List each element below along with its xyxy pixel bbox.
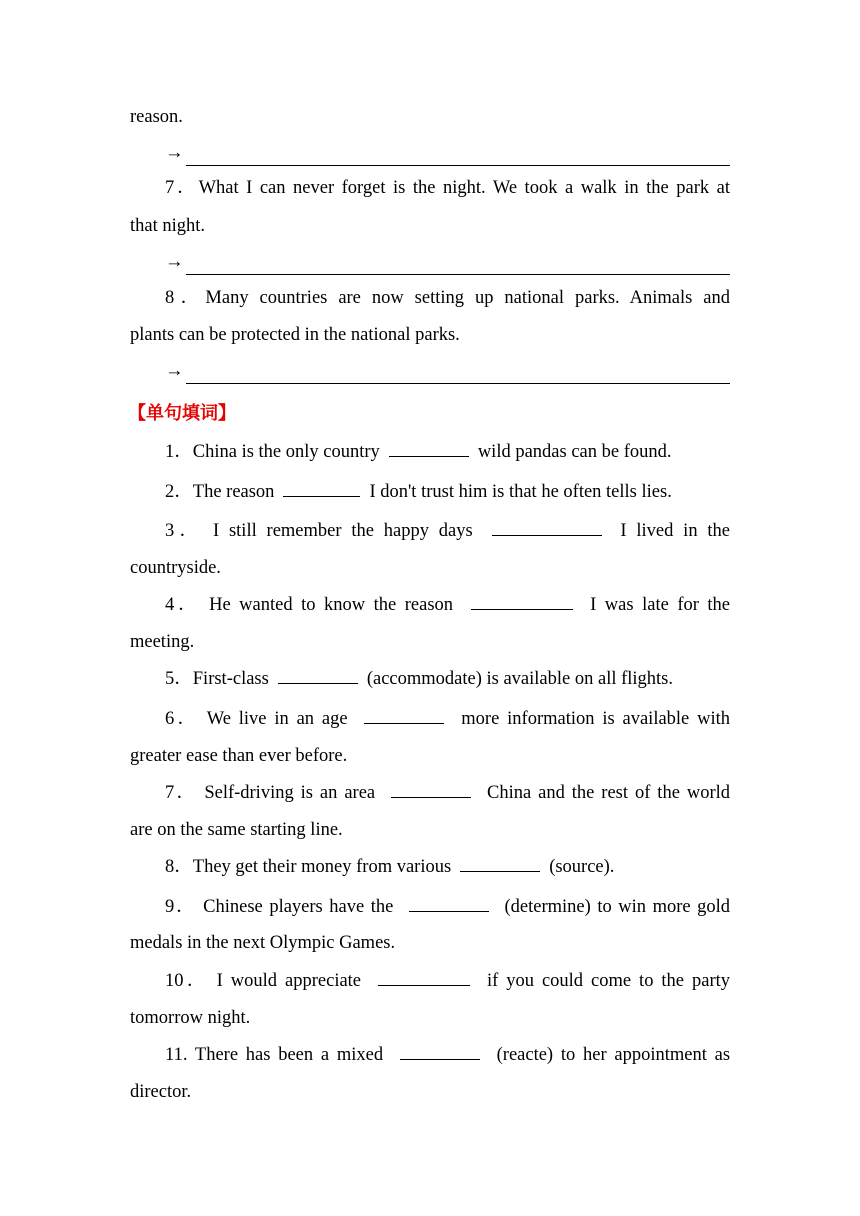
fill-item-7: 7． Self-driving is an area China and the rest of the world xyxy=(165,779,730,806)
fill-item-3: 3． I still remember the happy days I lived in the xyxy=(165,517,730,544)
fill-item-3-cont: countryside. xyxy=(130,558,221,578)
fill-item-5: 5．First-class (accommodate) is available on all flights. xyxy=(165,665,730,692)
answer-rule[interactable] xyxy=(186,363,731,384)
blank-2[interactable] xyxy=(283,478,360,497)
arrow-icon: → xyxy=(165,143,184,163)
fill-item-6-cont: greater ease than ever before. xyxy=(130,746,348,766)
item-number: 8． xyxy=(165,288,206,308)
fill-item-1: 1．China is the only country wild pandas can be found. xyxy=(165,438,730,465)
arrow-icon: → xyxy=(165,252,184,272)
blank-5[interactable] xyxy=(278,665,358,684)
fill-item-6: 6． We live in an age more information is available with xyxy=(165,705,730,732)
previous-item-tail: reason. xyxy=(130,107,183,127)
rewrite-item-8 xyxy=(165,285,730,311)
fill-item-10: 10． I would appreciate if you could come to the party xyxy=(165,967,730,994)
section-heading: 【单句填词】 xyxy=(128,403,236,424)
fill-item-2: 2．The reason I don't trust him is that he often tells lies. xyxy=(165,478,730,505)
fill-item-10-cont: tomorrow night. xyxy=(130,1008,251,1028)
blank-9[interactable] xyxy=(409,893,489,912)
blank-11[interactable] xyxy=(400,1041,480,1060)
fill-item-8: 8．They get their money from various (source). xyxy=(165,853,730,880)
blank-1[interactable] xyxy=(389,438,469,457)
answer-line-6 xyxy=(165,140,730,166)
fill-item-4-cont: meeting. xyxy=(130,632,195,652)
rewrite-item-7 xyxy=(165,175,730,201)
fill-item-4: 4． He wanted to know the reason I was late for the xyxy=(165,591,730,618)
answer-rule[interactable] xyxy=(186,254,731,275)
answer-rule[interactable] xyxy=(186,145,731,166)
answer-line-8 xyxy=(165,358,730,384)
fill-item-9: 9． Chinese players have the (determine) to win more gold xyxy=(165,893,730,920)
blank-3[interactable] xyxy=(492,517,602,536)
rewrite-item-7-cont: that night. xyxy=(130,216,206,236)
answer-line-7 xyxy=(165,249,730,275)
blank-6[interactable] xyxy=(364,705,444,724)
arrow-icon: → xyxy=(165,361,184,381)
blank-8[interactable] xyxy=(460,853,540,872)
blank-10[interactable] xyxy=(378,967,470,986)
blank-7[interactable] xyxy=(391,779,471,798)
blank-4[interactable] xyxy=(471,591,573,610)
item-text: Many countries are now setting up national parks. Animals and xyxy=(205,288,730,308)
fill-item-11-cont: director. xyxy=(130,1082,192,1102)
fill-item-11: 11. There has been a mixed (reacte) to her appointment as xyxy=(165,1041,730,1068)
item-number: 7． xyxy=(165,178,199,198)
item-text: What I can never forget is the night. We took a walk in the park at xyxy=(198,178,730,198)
fill-item-7-cont: are on the same starting line. xyxy=(130,820,343,840)
fill-item-9-cont: medals in the next Olympic Games. xyxy=(130,933,396,953)
rewrite-item-8-cont: plants can be protected in the national parks. xyxy=(130,325,460,345)
